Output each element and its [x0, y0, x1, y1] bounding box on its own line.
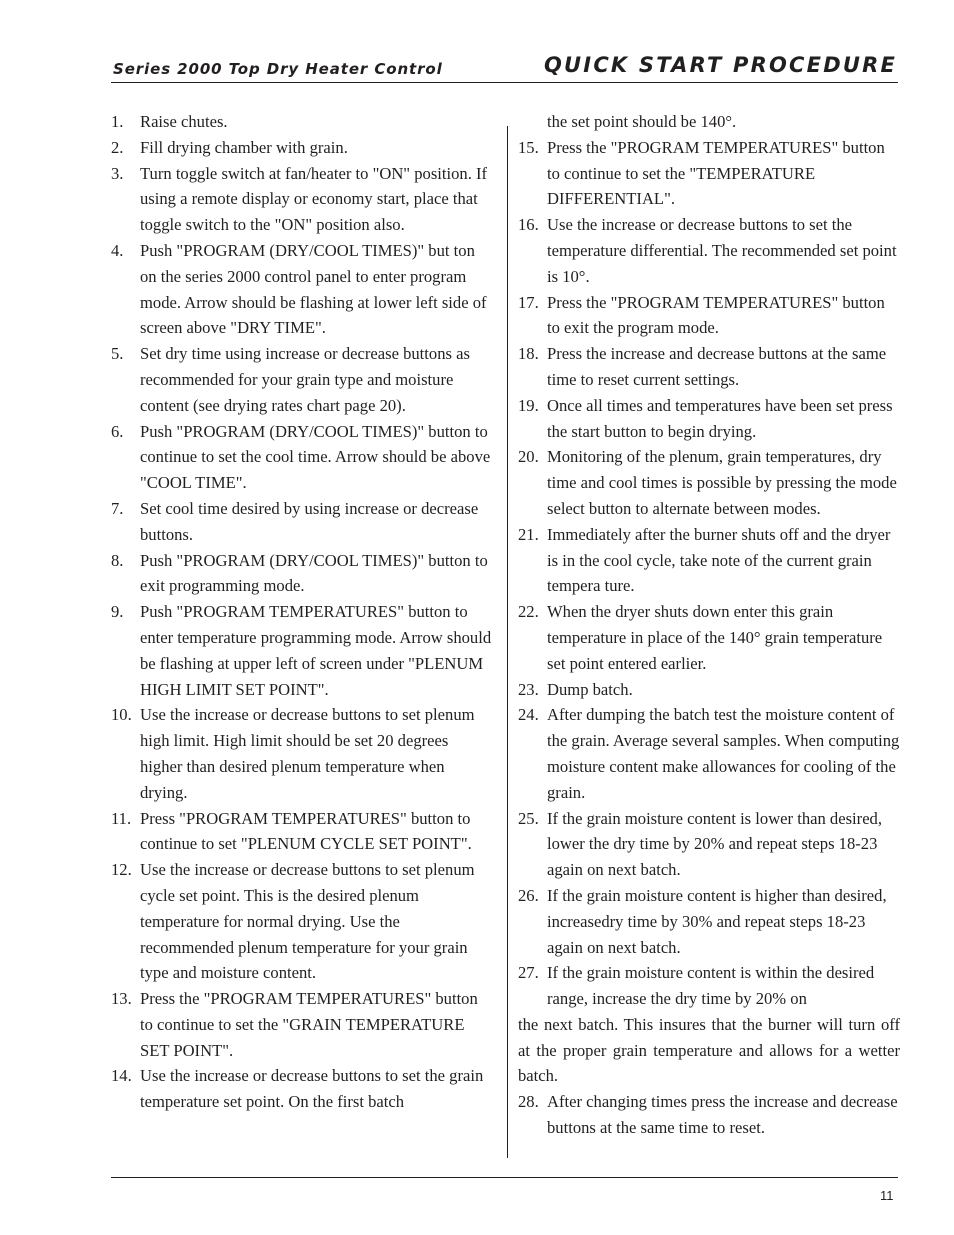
- step-number: 10.: [111, 705, 132, 725]
- step-24: [518, 702, 900, 805]
- section-title: QUICK START PROCEDURE: [544, 53, 898, 77]
- step-number: 24.: [518, 705, 539, 725]
- right-column: [518, 109, 900, 1141]
- step-text: Use the increase or decrease buttons to set the grain temperature set point. On the first batch: [140, 1066, 484, 1112]
- step-11: [111, 806, 493, 858]
- step-14-continuation: the set point should be 140°.: [547, 112, 737, 131]
- step-text: Push "PROGRAM (DRY/COOL TIMES)" button to exit programming mode.: [140, 550, 488, 596]
- procedure-steps-left: [111, 109, 493, 1115]
- step-21: [518, 522, 900, 599]
- step-text: After changing times press the increase and decrease buttons at the same time to reset.: [547, 1092, 898, 1138]
- step-14: [111, 1063, 493, 1115]
- step-text: After dumping the batch test the moisture content of the grain. Average several samples. When computing moisture content make allowances for cooling of the grain.: [547, 705, 900, 802]
- step-text: Dump batch.: [547, 679, 633, 699]
- step-text: When the dryer shuts down enter this grain temperature in place of the 140° grain temperature set point entered earlier.: [547, 602, 883, 673]
- step-number: 7.: [111, 498, 124, 518]
- step-5: [111, 341, 493, 418]
- step-9: [111, 599, 493, 702]
- step-16: [518, 212, 900, 289]
- step-text: Push "PROGRAM (DRY/COOL TIMES)" but ton on the series 2000 control panel to enter program mode. Arrow should be flashing at lower left side of screen above "DRY TIME".: [140, 240, 487, 338]
- step-2: [111, 135, 493, 161]
- step-text: Immediately after the burner shuts off and the dryer is in the cool cycle, take note of the current grain tempera ture.: [547, 524, 891, 596]
- step-text: Monitoring of the plenum, grain temperatures, dry time and cool times is possible by pressing the mode select button to alternate between modes.: [547, 447, 897, 518]
- step-text: Use the increase or decrease buttons to set plenum high limit. High limit should be set 20 degrees higher than desired plenum temperature when drying.: [140, 705, 475, 802]
- step-text: Use the increase or decrease buttons to set plenum cycle set point. This is the desired plenum temperature for normal drying. Use the recommended plenum temperature for your grain type and moisture content.: [140, 860, 475, 983]
- step-number: 23.: [518, 679, 539, 699]
- step-text: Push "PROGRAM TEMPERATURES" button to enter temperature programming mode. Arrow should be flashing at upper left of screen under "PLENUM HIGH LIMIT SET POINT".: [140, 602, 492, 699]
- step-number: 25.: [518, 808, 539, 828]
- step-number: 16.: [518, 215, 539, 235]
- step-number: 17.: [518, 292, 539, 312]
- step-number: 12.: [111, 860, 132, 880]
- header-rule: [111, 82, 898, 83]
- step-number: 28.: [518, 1092, 539, 1112]
- step-4: [111, 238, 493, 341]
- step-number: 2.: [111, 137, 124, 157]
- step-3: [111, 161, 493, 238]
- step-28: [518, 1089, 900, 1141]
- step-27: [518, 960, 900, 1089]
- step-number: 22.: [518, 602, 539, 622]
- step-number: 3.: [111, 163, 124, 183]
- step-number: 27.: [518, 963, 539, 983]
- page-number: 11: [880, 1188, 894, 1203]
- step-text: Use the increase or decrease buttons to set the temperature differential. The recommended set point is 10°.: [547, 215, 897, 286]
- step-number: 21.: [518, 524, 539, 544]
- step-25: [518, 806, 900, 883]
- step-10: [111, 702, 493, 805]
- step-number: 19.: [518, 395, 539, 415]
- step-text: Turn toggle switch at fan/heater to "ON" position. If using a remote display or economy start, place that toggle switch to the "ON" position also.: [140, 163, 488, 235]
- step-19: [518, 393, 900, 445]
- step-text: Press "PROGRAM TEMPERATURES" button to continue to set "PLENUM CYCLE SET POINT".: [140, 808, 472, 854]
- step-text: Press the "PROGRAM TEMPERATURES" button to continue to set the "GRAIN TEMPERATURE SET POINT".: [140, 989, 478, 1060]
- step-number: 26.: [518, 885, 539, 905]
- step-6: [111, 419, 493, 496]
- step-7: [111, 496, 493, 548]
- step-number: 9.: [111, 602, 124, 622]
- step-text: If the grain moisture content is higher than desired, increasedry time by 30% and repeat steps 18-23 again on next batch.: [547, 885, 887, 957]
- step-17: [518, 290, 900, 342]
- step-number: 20.: [518, 447, 539, 467]
- column-divider: [507, 126, 508, 1158]
- left-column: [111, 109, 493, 1115]
- step-15: [518, 135, 900, 212]
- step-text: If the grain moisture content is within the desired range, increase the dry time by 20% on: [547, 963, 875, 1009]
- step-20: [518, 444, 900, 521]
- step-number: 5.: [111, 344, 124, 364]
- step-text: Press the "PROGRAM TEMPERATURES" button to exit the program mode.: [547, 292, 885, 338]
- step-text: Push "PROGRAM (DRY/COOL TIMES)" button to continue to set the cool time. Arrow should be above "COOL TIME".: [140, 421, 491, 493]
- step-1: [111, 109, 493, 135]
- step-number: 15.: [518, 137, 539, 157]
- step-12: [111, 857, 493, 986]
- step-text-continued: the next batch. This insures that the burner will turn off at the proper grain temperature and allows for a wetter batch.: [518, 1014, 900, 1086]
- step-8: [111, 548, 493, 600]
- step-number: 14.: [111, 1066, 132, 1086]
- step-text: If the grain moisture content is lower than desired, lower the dry time by 20% and repeat steps 18-23 again on next batch.: [547, 808, 883, 880]
- procedure-steps-right: [518, 135, 900, 1141]
- step-text: Raise chutes.: [140, 112, 228, 131]
- step-number: 4.: [111, 240, 124, 260]
- step-number: 6.: [111, 421, 124, 441]
- step-22: [518, 599, 900, 676]
- step-number: 8.: [111, 550, 124, 570]
- step-13: [111, 986, 493, 1063]
- step-26: [518, 883, 900, 960]
- step-23: [518, 677, 900, 703]
- step-number: 18.: [518, 344, 539, 364]
- step-text: Set cool time desired by using increase or decrease buttons.: [140, 498, 479, 544]
- footer-rule: [111, 1177, 898, 1178]
- step-text: Set dry time using increase or decrease buttons as recommended for your grain type and moisture content (see drying rates chart page 20).: [140, 344, 470, 415]
- step-number: 13.: [111, 989, 132, 1009]
- document-series-title: Series 2000 Top Dry Heater Control: [113, 60, 443, 78]
- step-number: 11.: [111, 808, 132, 828]
- step-text: Press the increase and decrease buttons at the same time to reset current settings.: [547, 344, 887, 389]
- step-text: Fill drying chamber with grain.: [140, 137, 348, 157]
- step-number: 1.: [111, 112, 124, 131]
- step-text: Once all times and temperatures have been set press the start button to begin drying.: [547, 395, 893, 441]
- step-text: Press the "PROGRAM TEMPERATURES" button to continue to set the "TEMPERATURE DIFFERENTIAL".: [547, 137, 885, 209]
- step-18: [518, 341, 900, 393]
